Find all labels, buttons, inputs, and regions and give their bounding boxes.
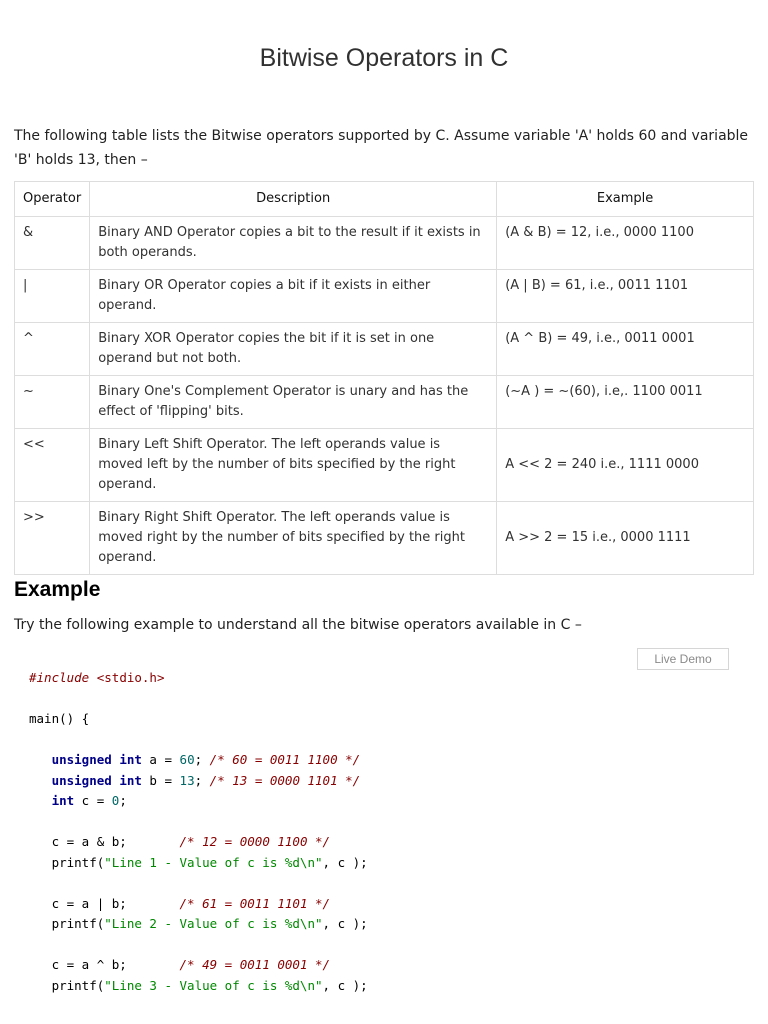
header-example: Example xyxy=(497,182,754,217)
code-text: a = xyxy=(141,752,180,767)
table-row xyxy=(15,270,754,323)
header-description: Description xyxy=(90,182,497,217)
code-keyword: unsigned xyxy=(51,752,112,767)
cell-operator: << xyxy=(15,429,90,502)
cell-example: (A ^ B) = 49, i.e., 0011 0001 xyxy=(497,323,754,376)
code-printf: printf( xyxy=(51,916,105,931)
example-heading: Example xyxy=(14,578,101,601)
code-text: , c ); xyxy=(322,916,368,931)
table-header-row xyxy=(15,182,754,217)
code-string: "Line 1 - Value of c is %d\n" xyxy=(104,854,323,870)
code-keyword: int xyxy=(51,793,75,808)
cell-description: Binary XOR Operator copies the bit if it is set in one operand but not both. xyxy=(90,323,497,376)
code-printf: printf( xyxy=(51,977,105,993)
cell-description: Binary Right Shift Operator. The left operands value is moved right by the number of bits specified by the right operand. xyxy=(90,502,497,575)
table-row xyxy=(15,376,754,429)
code-keyword: int xyxy=(119,772,142,788)
code-comment: /* 61 = 0011 1101 */ xyxy=(179,895,331,911)
live-demo-button[interactable]: Live Demo xyxy=(637,648,729,670)
cell-description: Binary One's Complement Operator is unary and has the effect of 'flipping' bits. xyxy=(90,376,497,429)
code-text: c = xyxy=(74,793,112,808)
cell-operator: ~ xyxy=(15,376,90,429)
code-expression: c = a ^ b; xyxy=(51,957,127,972)
cell-description: Binary AND Operator copies a bit to the result if it exists in both operands. xyxy=(90,217,497,270)
code-keyword: int xyxy=(119,752,142,767)
example-description: Try the following example to understand all the bitwise operators available in C – xyxy=(14,617,582,633)
code-comment: /* 60 = 0011 1100 */ xyxy=(209,752,361,767)
code-text: , c ); xyxy=(322,854,368,870)
cell-example: (A & B) = 12, i.e., 0000 1100 xyxy=(497,217,754,270)
code-include-file: <stdio.h> xyxy=(96,670,165,685)
code-main-decl: main() { xyxy=(29,711,90,726)
cell-example: A << 2 = 240 i.e., 1111 0000 xyxy=(497,429,754,502)
header-operator: Operator xyxy=(15,182,90,217)
page-title: Bitwise Operators in C xyxy=(259,44,509,72)
code-text: , c ); xyxy=(322,977,368,993)
table-row xyxy=(15,429,754,502)
code-comment: /* 49 = 0011 0001 */ xyxy=(179,957,331,972)
code-block: #include <stdio.h> main() { unsigned int a = 60; /* 60 = 0011 1100 */ unsigned int b = 13; /* 13 = 0000 1101 */ int c = 0; c = a & b; /* 12 = 0000 1100 */ printf("Line 1 - Value of c is %d\n", c ); c = a | b; /* 61 = 0011 1101 */ printf("Line 2 - Value of c is %d\n", c ); c = a ^ b; /* 49 = 0011 0001 */ printf("Line 3 - Value of c is %d\n", c ); xyxy=(29,670,368,993)
cell-description: Binary Left Shift Operator. The left operands value is moved left by the number of bits specified by the right operand. xyxy=(90,429,497,502)
code-expression: c = a & b; xyxy=(51,834,127,849)
table-row xyxy=(15,217,754,270)
table-row xyxy=(15,323,754,376)
operators-table xyxy=(14,181,754,575)
code-keyword: unsigned xyxy=(51,772,112,788)
cell-example: A >> 2 = 15 i.e., 0000 1111 xyxy=(497,502,754,575)
code-include-directive: #include xyxy=(29,670,90,685)
code-comment: /* 12 = 0000 1100 */ xyxy=(179,834,331,849)
cell-operator: ^ xyxy=(15,323,90,376)
code-number: 60 xyxy=(179,752,195,767)
cell-operator: | xyxy=(15,270,90,323)
cell-description: Binary OR Operator copies a bit if it exists in either operand. xyxy=(90,270,497,323)
cell-operator: >> xyxy=(15,502,90,575)
cell-operator: & xyxy=(15,217,90,270)
code-string: "Line 2 - Value of c is %d\n" xyxy=(104,916,323,931)
code-printf: printf( xyxy=(51,854,105,870)
code-string: "Line 3 - Value of c is %d\n" xyxy=(104,977,323,993)
code-text: b = xyxy=(141,772,180,788)
cell-example: (~A ) = ~(60), i.e,. 1100 0011 xyxy=(497,376,754,429)
code-number: 13 xyxy=(179,772,195,788)
code-comment: /* 13 = 0000 1101 */ xyxy=(209,772,361,788)
cell-example: (A | B) = 61, i.e., 0011 1101 xyxy=(497,270,754,323)
code-number: 0 xyxy=(111,793,120,808)
code-expression: c = a | b; xyxy=(51,895,127,911)
table-row xyxy=(15,502,754,575)
intro-paragraph: The following table lists the Bitwise operators supported by C. Assume variable 'A' holds 60 and variable 'B' holds 13, then – xyxy=(14,128,749,168)
